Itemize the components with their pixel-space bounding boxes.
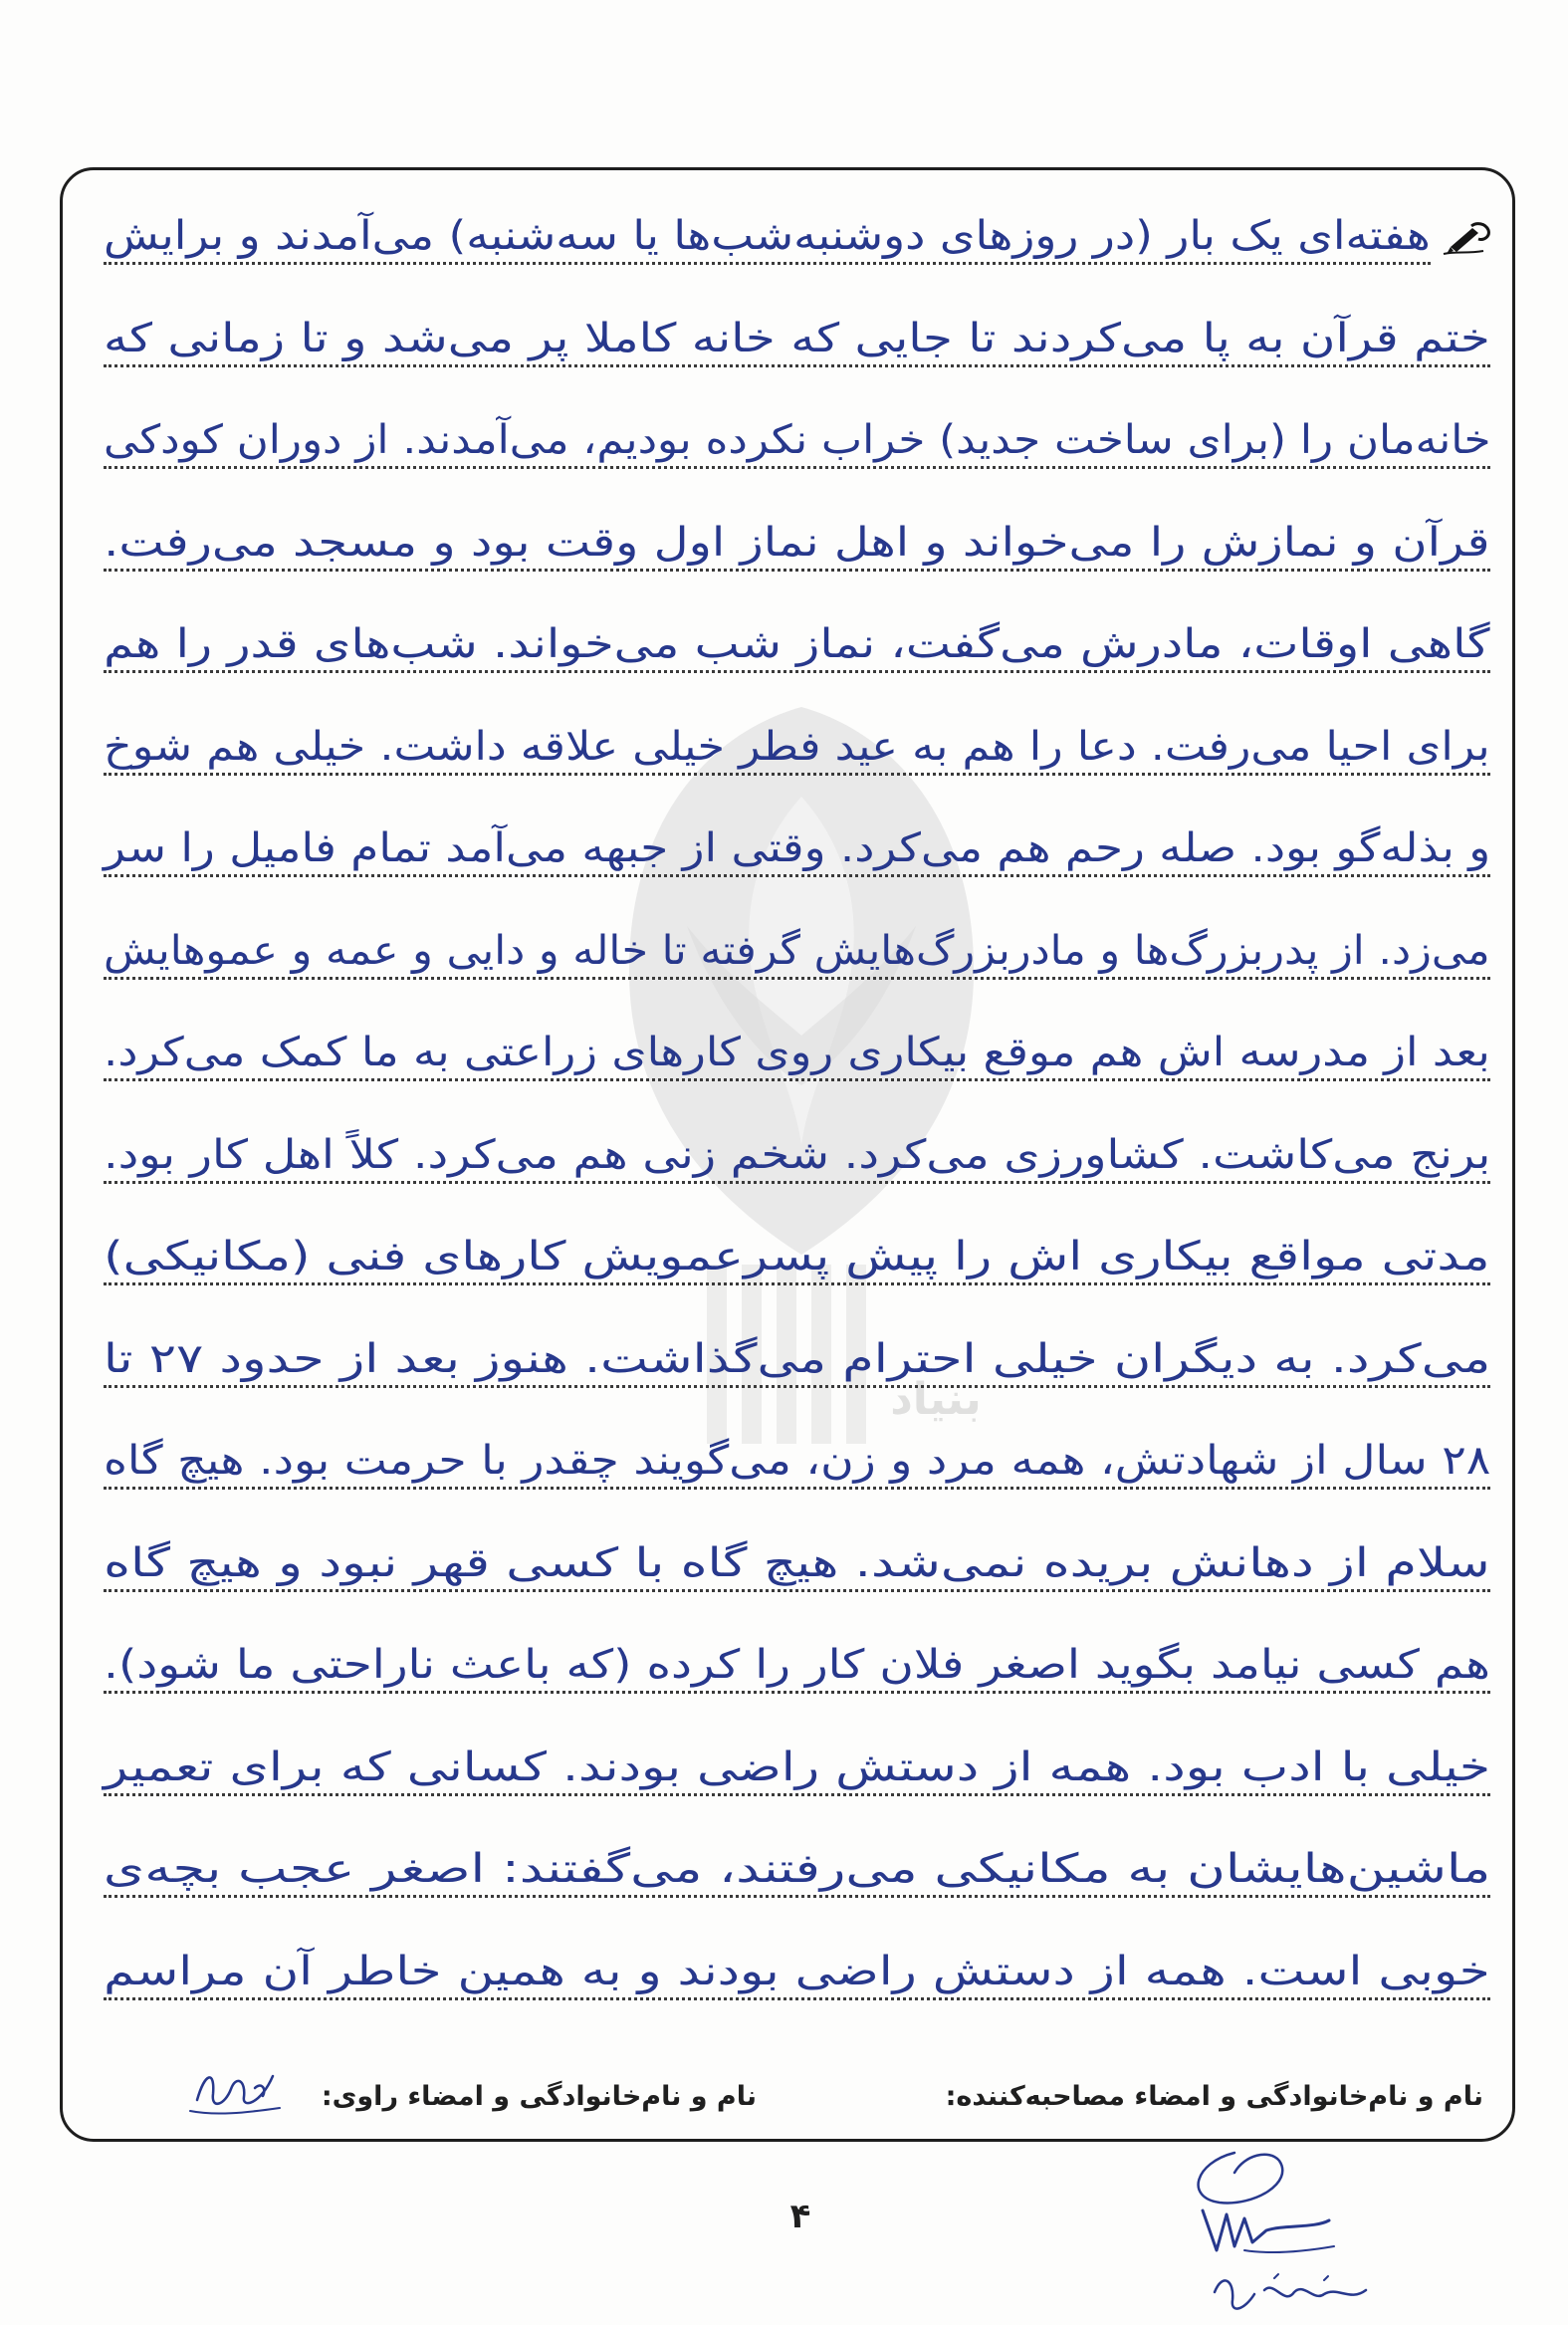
- handwritten-signature: [1175, 2143, 1394, 2320]
- handwritten-line: می‌زد. از پدربزرگ‌ها و مادربزرگ‌هایش گرفته تا خاله و دایی و عمه و عموهایش: [104, 927, 1490, 974]
- handwritten-line: بعد از مدرسه اش هم موقع بیکاری روی کارهای زراعتی به ما کمک می‌کرد.: [104, 1030, 1490, 1075]
- handwritten-line: برنج می‌کاشت. کشاورزی می‌کرد. شخم زنی هم می‌کرد. کلاً اهل کار بود.: [103, 1131, 1490, 1178]
- ruled-line: [104, 1500, 1490, 1592]
- narrator-signature-label: نام و نام‌خانوادگی و امضاء راوی:: [321, 2081, 757, 2112]
- handwritten-line: و بذله‌گو بود. صله رحم هم می‌کرد. وقتی از جبهه می‌آمد تمام فامیل را سر: [103, 825, 1490, 871]
- ruled-line: [104, 1193, 1490, 1285]
- handwritten-line: برای احیا می‌رفت. دعا را هم به عید فطر خیلی علاقه داشت. خیلی هم شوخ: [104, 723, 1490, 770]
- ruled-line: [104, 785, 1490, 877]
- ruled-line: [104, 1601, 1490, 1694]
- ruled-line: [104, 172, 1431, 265]
- handwritten-line: ۲۸ سال از شهادتش، همه مرد و زن، می‌گویند چقدر با حرمت بود. هیچ گاه: [103, 1438, 1490, 1484]
- handwritten-line: خانه‌مان را (برای ساخت جدید) خراب نکرده بودیم، می‌آمدند. از دوران کودکی: [103, 417, 1490, 463]
- handwritten-line: مدتی مواقع بیکاری اش را پیش پسرعمویش کارهای فنی (مکانیکی): [104, 1234, 1490, 1279]
- handwritten-line: خیلی با ادب بود. همه از دستش راضی بودند. کسانی که برای تعمیر: [103, 1744, 1490, 1790]
- pen-writing-icon: [1442, 221, 1491, 255]
- handwritten-line: قرآن و نمازش را می‌خواند و اهل نماز اول وقت بود و مسجد می‌رفت.: [104, 519, 1490, 566]
- ruled-line: [104, 887, 1490, 980]
- ruled-line: [104, 1704, 1490, 1796]
- handwritten-line: سلام از دهانش بریده نمی‌شد. هیچ گاه با کسی قهر نبود و هیچ گاه: [104, 1539, 1490, 1586]
- ruled-line: [104, 1805, 1490, 1898]
- watermark-text: بنیاد: [890, 1374, 982, 1425]
- ruled-line: [104, 1908, 1490, 2000]
- ruled-line: [104, 1295, 1490, 1388]
- handwritten-line: خوبی است. همه از دستش راضی بودند و به همین خاطر آن مراسم: [104, 1948, 1490, 1994]
- handwritten-line: هفته‌ای یک بار (در روزهای دوشنبه‌شب‌ها یا سه‌شنبه) می‌آمدند و برایش: [104, 213, 1431, 259]
- ruled-line: [104, 581, 1490, 673]
- ruled-line: [104, 683, 1490, 776]
- ruled-line: [104, 1397, 1490, 1490]
- narrator-signature: [185, 2058, 285, 2120]
- ruled-line: [104, 275, 1490, 367]
- page-number: ۴: [789, 2197, 811, 2236]
- handwritten-line: هم کسی نیامد بگوید اصغر فلان کار را کرده (که باعث ناراحتی ما شود).: [104, 1642, 1490, 1688]
- interviewer-signature-label: نام و نام‌خانوادگی و امضاء مصاحبه‌کننده:: [945, 2081, 1483, 2112]
- ruled-line: [104, 1091, 1490, 1184]
- ruled-line: [104, 989, 1490, 1081]
- handwritten-line: گاهی اوقات، مادرش می‌گفت، نماز شب می‌خواند. شب‌های قدر را هم: [104, 621, 1490, 667]
- ruled-line: [104, 479, 1490, 572]
- handwritten-line: ماشین‌هایشان به مکانیکی می‌رفتند، می‌گفتند: اصغر عجب بچه‌ی: [103, 1846, 1490, 1892]
- handwritten-line: ختم قرآن به پا می‌کردند تا جایی که خانه کاملا پر می‌شد و تا زمانی که: [104, 315, 1490, 361]
- document-frame: [60, 167, 1515, 2142]
- handwritten-line: می‌کرد. به دیگران خیلی احترام می‌گذاشت. هنوز بعد از حدود ۲۷ تا: [103, 1335, 1490, 1382]
- ruled-line: [104, 376, 1490, 469]
